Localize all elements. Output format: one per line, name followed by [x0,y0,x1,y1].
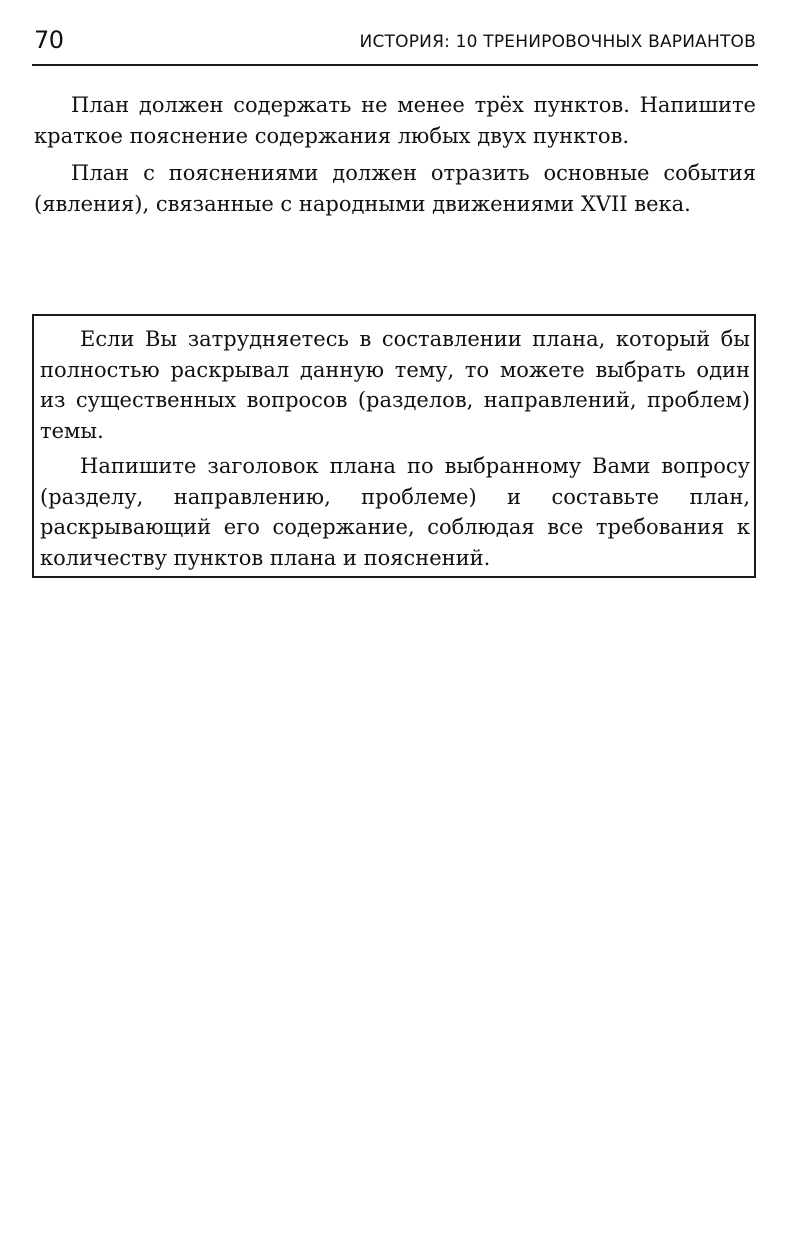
page-number: 70 [34,26,64,54]
plan-content-paragraph: План с пояснениями должен отразить основные события (явления), связанные с народными движениями XVII века. [34,161,756,216]
running-title: ИСТОРИЯ: 10 ТРЕНИРОВОЧНЫХ ВАРИАНТОВ [359,32,756,52]
note-box [32,314,756,578]
plan-requirements-paragraph: План должен содержать не менее трёх пунктов. Напишите краткое пояснение содержания любых двух пунктов. [34,93,756,148]
note-paragraph-difficulty: Если Вы затрудняетесь в составлении плана, который бы полностью раскрывал данную тему, то можете выбрать один из существенных вопросов (разделов, направлений, проблем) темы. [40,327,750,443]
page-header [32,24,758,66]
note-paragraph-instructions: Напишите заголовок плана по выбранному Вами вопросу (разделу, направлению, проблеме) и составьте план, раскрывающий его содержание, соблюдая все требования к количеству пунктов плана и пояснений. [40,454,750,570]
main-text [34,90,756,226]
